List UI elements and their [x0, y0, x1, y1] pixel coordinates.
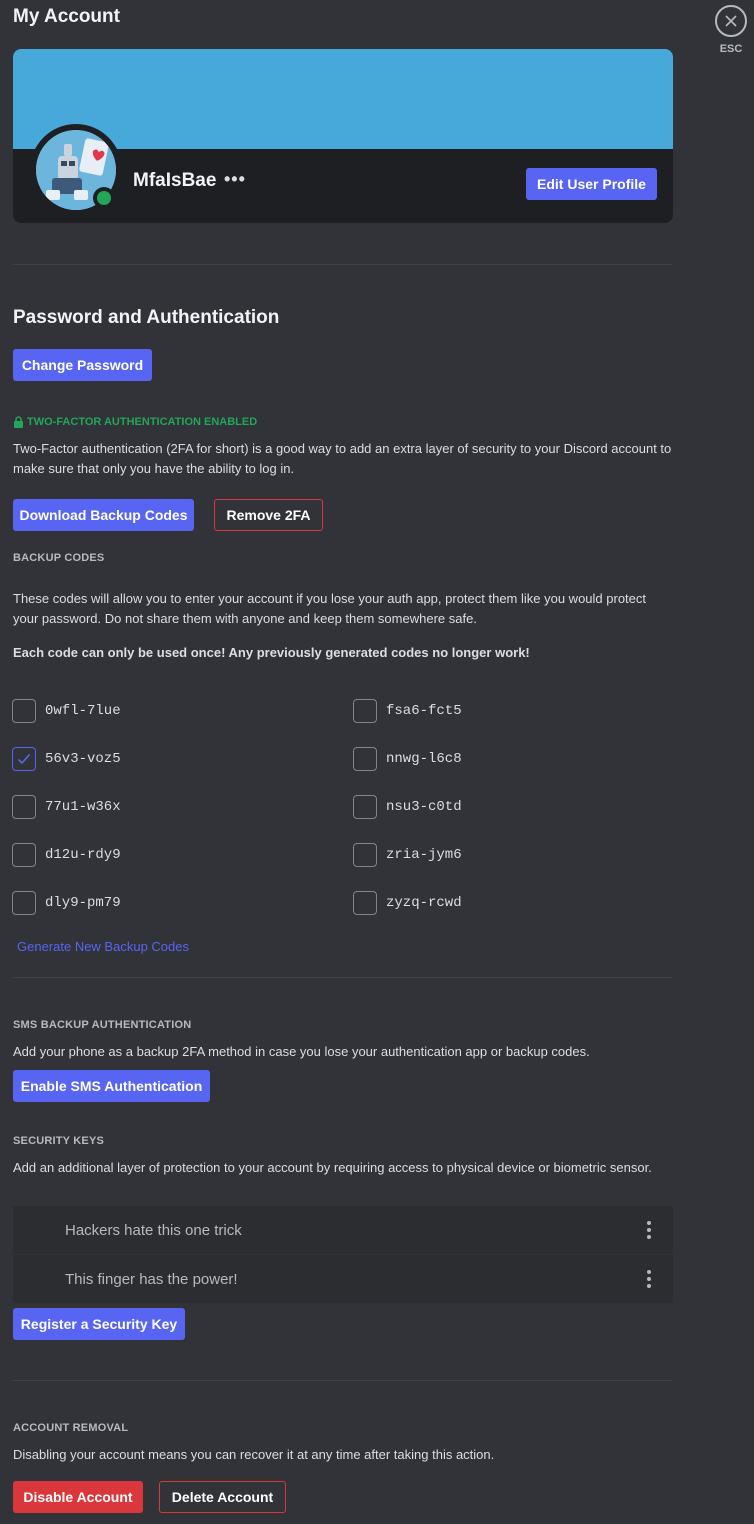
- backup-codes-description: These codes will allow you to enter your account if you lose your auth app, protect them like you would protect your password. Do not share them with anyone and keep them somewhere safe.: [13, 591, 647, 626]
- backup-code-text: zyzq-rcwd: [386, 895, 462, 911]
- remove-2fa-button[interactable]: Remove 2FA: [214, 499, 323, 531]
- register-security-key-button[interactable]: Register a Security Key: [13, 1308, 185, 1340]
- change-password-button[interactable]: Change Password: [13, 349, 152, 381]
- backup-code-item[interactable]: [353, 747, 462, 771]
- security-keys-description: Add an additional layer of protection to your account by requiring access to physical device or biometric sensor.: [13, 1160, 652, 1175]
- backup-code-checkbox[interactable]: [353, 795, 377, 819]
- divider: [13, 264, 672, 265]
- generate-new-backup-codes-link[interactable]: Generate New Backup Codes: [17, 939, 189, 954]
- username: MfaIsBae: [133, 170, 217, 191]
- page-title: My Account: [13, 6, 120, 27]
- backup-code-item[interactable]: [12, 795, 121, 819]
- backup-code-checkbox[interactable]: [353, 699, 377, 723]
- backup-code-checkbox[interactable]: [12, 843, 36, 867]
- kebab-menu-icon[interactable]: [647, 1221, 651, 1239]
- twofa-status: [13, 416, 257, 428]
- divider: [13, 977, 672, 978]
- backup-code-text: 0wfl-7lue: [45, 703, 121, 719]
- avatar-ring: [30, 124, 122, 216]
- backup-code-text: 77u1-w36x: [45, 799, 121, 815]
- backup-code-item[interactable]: [12, 891, 121, 915]
- section-title-password-auth: Password and Authentication: [13, 307, 280, 328]
- profile-banner: [13, 49, 673, 149]
- online-status-indicator: [93, 187, 115, 209]
- close-icon[interactable]: [715, 5, 747, 37]
- security-keys-label: SECURITY KEYS: [13, 1135, 105, 1147]
- backup-code-checkbox[interactable]: [12, 747, 36, 771]
- more-options-icon[interactable]: •••: [224, 169, 246, 189]
- backup-code-item[interactable]: [12, 843, 121, 867]
- backup-code-item[interactable]: [12, 699, 121, 723]
- edit-user-profile-button[interactable]: Edit User Profile: [526, 168, 657, 200]
- account-removal-label: ACCOUNT REMOVAL: [13, 1422, 129, 1434]
- backup-code-item[interactable]: [12, 747, 121, 771]
- backup-code-text: d12u-rdy9: [45, 847, 121, 863]
- backup-code-checkbox[interactable]: [353, 891, 377, 915]
- backup-code-item[interactable]: [353, 843, 462, 867]
- security-key-row: [13, 1206, 673, 1255]
- sms-label: SMS BACKUP AUTHENTICATION: [13, 1019, 192, 1031]
- security-key-name: Hackers hate this one trick: [65, 1221, 242, 1239]
- lock-icon: [13, 416, 24, 428]
- kebab-menu-icon[interactable]: [647, 1270, 651, 1288]
- backup-code-checkbox[interactable]: [353, 747, 377, 771]
- backup-code-text: zria-jym6: [386, 847, 462, 863]
- backup-code-text: 56v3-voz5: [45, 751, 121, 767]
- backup-code-checkbox[interactable]: [12, 795, 36, 819]
- backup-code-item[interactable]: [353, 891, 462, 915]
- backup-code-item[interactable]: [353, 795, 462, 819]
- profile-card: [13, 49, 673, 223]
- backup-code-text: nsu3-c0td: [386, 799, 462, 815]
- backup-code-text: nnwg-l6c8: [386, 751, 462, 767]
- security-key-list: [13, 1206, 673, 1304]
- backup-code-text: dly9-pm79: [45, 895, 121, 911]
- backup-codes-warning: Each code can only be used once! Any previously generated codes no longer work!: [13, 645, 530, 660]
- backup-code-checkbox[interactable]: [353, 843, 377, 867]
- twofa-description: Two-Factor authentication (2FA for short) is a good way to add an extra layer of security to your Discord account to make sure that only you have the ability to log in.: [13, 441, 672, 476]
- twofa-status-text: TWO-FACTOR AUTHENTICATION ENABLED: [27, 416, 258, 428]
- backup-codes-label: BACKUP CODES: [13, 552, 105, 564]
- esc-label: ESC: [719, 43, 743, 55]
- disable-account-button[interactable]: Disable Account: [13, 1481, 143, 1513]
- account-removal-description: Disabling your account means you can recover it at any time after taking this action.: [13, 1447, 495, 1462]
- divider: [13, 1380, 672, 1381]
- enable-sms-authentication-button[interactable]: Enable SMS Authentication: [13, 1070, 210, 1102]
- backup-code-item[interactable]: [353, 699, 462, 723]
- sms-description: Add your phone as a backup 2FA method in case you lose your authentication app or backup codes.: [13, 1044, 590, 1059]
- close-button[interactable]: [712, 5, 750, 55]
- download-backup-codes-button[interactable]: Download Backup Codes: [13, 499, 194, 531]
- checkmark-icon: [17, 753, 31, 765]
- backup-code-checkbox[interactable]: [12, 699, 36, 723]
- delete-account-button[interactable]: Delete Account: [159, 1481, 286, 1513]
- security-key-name: This finger has the power!: [65, 1270, 238, 1288]
- backup-code-checkbox[interactable]: [12, 891, 36, 915]
- security-key-row: [13, 1255, 673, 1304]
- backup-code-text: fsa6-fct5: [386, 703, 462, 719]
